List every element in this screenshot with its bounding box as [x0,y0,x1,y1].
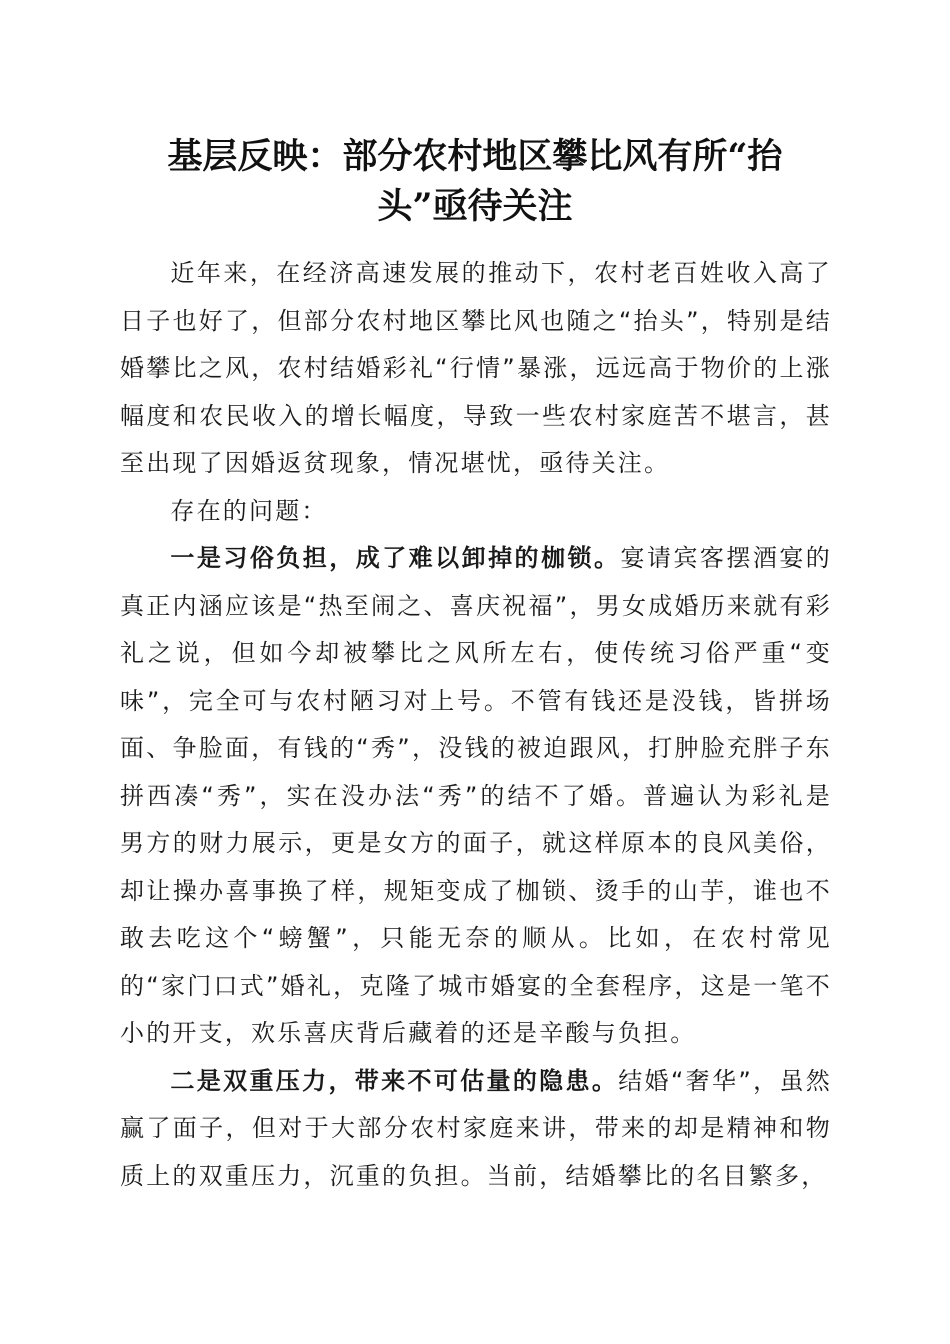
title-line-2: 头”亟待关注 [377,186,573,227]
paragraph-problems-heading [120,488,832,536]
paragraph-text: 结婚“奢华”，虽然赢了面子，但对于大部分农村家庭来讲，带来的却是精神和物质上的双重压力，沉重的负担。当前，结婚攀比的名目繁多， [120,1066,832,1190]
document-body [120,250,832,1200]
title-line-1: 基层反映：部分农村地区攀比风有所“抬 [167,136,783,177]
paragraph-point-2 [120,1058,832,1201]
paragraph-point-1 [120,535,832,1058]
paragraph-text: 存在的问题： [170,496,328,525]
paragraph-text: 宴请宾客摆酒宴的真正内涵应该是“热至闹之、喜庆祝福”，男女成婚历来就有彩礼之说，但如今却被攀比之风所左右，使传统习俗严重“变味”，完全可与农村陋习对上号。不管有钱还是没钱，皆拼场面、争脸面，有钱的“秀”，没钱的被迫跟风，打肿脸充胖子东拼西凑“秀”，实在没办法“秀”的结不了婚。普遍认为彩礼是男方的财力展示，更是女方的面子，就这样原本的良风美俗，却让操办喜事换了样，规矩变成了枷锁、烫手的山芋，谁也不敢去吃这个“螃蟹”，只能无奈的顺从。比如，在农村常见的“家门口式”婚礼，克隆了城市婚宴的全套程序，这是一笔不小的开支，欢乐喜庆背后藏着的还是辛酸与负担。 [120,544,832,1047]
paragraph-intro [120,250,832,488]
paragraph-lead: 一是习俗负担，成了难以卸掉的枷锁。 [170,544,621,572]
paragraph-text: 近年来，在经济高速发展的推动下，农村老百姓收入高了日子也好了，但部分农村地区攀比风也随之“抬头”，特别是结婚攀比之风，农村结婚彩礼“行情”暴涨，远远高于物价的上涨幅度和农民收入的增长幅度，导致一些农村家庭苦不堪言，甚至出现了因婚返贫现象，情况堪忧，亟待关注。 [120,259,832,477]
paragraph-lead: 二是双重压力，带来不可估量的隐患。 [170,1066,619,1095]
document-title [120,132,830,232]
